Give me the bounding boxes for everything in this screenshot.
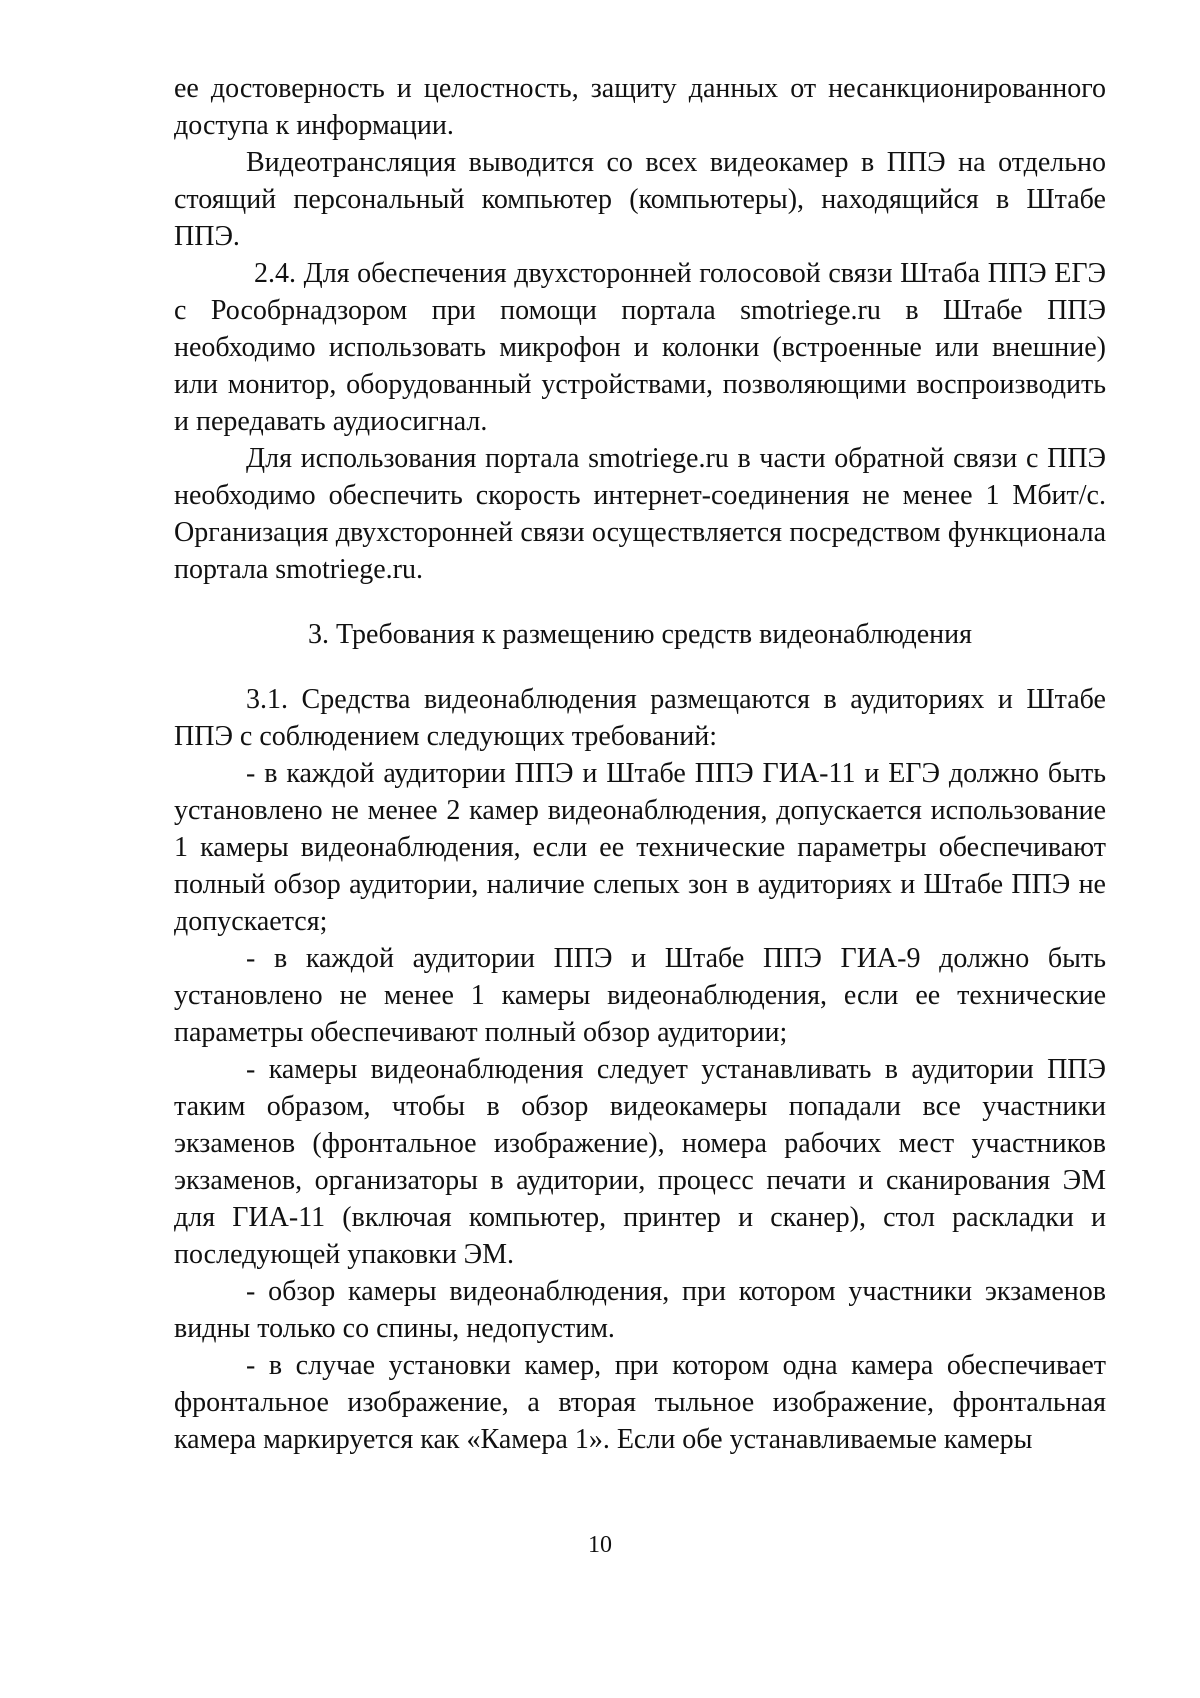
list-item-camera-coverage: - камеры видеонаблюдения следует устанавливать в аудитории ППЭ таким образом, чтобы в обзор видеокамеры попадали все участники экзаменов (фронтальное изображение), номера рабочих мест участников экзаменов, организаторы в аудитории, процесс печати и сканирования ЭМ для ГИА-11 (включая компьютер, принтер и сканер), стол раскладки и последующей упаковки ЭМ. bbox=[174, 1054, 1106, 1270]
paragraph-video-broadcast: Видеотрансляция выводится со всех видеокамер в ППЭ на отдельно стоящий персональный компьютер (компьютеры), находящийся в Штабе ППЭ. bbox=[174, 147, 1106, 252]
paragraph-feedback-speed: Для использования портала smotriege.ru в части обратной связи с ППЭ необходимо обеспечить скорость интернет-соединения не менее 1 Мбит/с. Организация двухсторонней связи осуществляется посредством функционала портала smotriege.ru. bbox=[174, 443, 1106, 585]
list-item-gia-9-cameras: - в каждой аудитории ППЭ и Штабе ППЭ ГИА-9 должно быть установлено не менее 1 камеры видеонаблюдения, если ее технические параметры обеспечивают полный обзор аудитории; bbox=[174, 943, 1106, 1048]
document-body bbox=[174, 70, 1106, 1458]
list-item-front-rear-camera: - в случае установки камер, при котором одна камера обеспечивает фронтальное изображение, а вторая тыльное изображение, фронтальная камера маркируется как «Камера 1». Если обе устанавливаемые камеры bbox=[174, 1350, 1106, 1455]
paragraph-integrity-continuation: ее достоверность и целостность, защиту данных от несанкционированного доступа к информации. bbox=[174, 73, 1106, 141]
list-item-ege-cameras: - в каждой аудитории ППЭ и Штабе ППЭ ГИА-11 и ЕГЭ должно быть установлено не менее 2 камер видеонаблюдения, допускается использование 1 камеры видеонаблюдения, если ее технические параметры обеспечивают полный обзор аудитории, наличие слепых зон в аудиториях и Штабе ППЭ не допускается; bbox=[174, 758, 1106, 937]
page-number: 10 bbox=[588, 1532, 612, 1558]
section-spacer-after-heading bbox=[174, 653, 1106, 681]
section-heading-3: 3. Требования к размещению средств видеонаблюдения bbox=[307, 619, 972, 650]
paragraph-3-1-placement: 3.1. Средства видеонаблюдения размещаются в аудиториях и Штабе ППЭ с соблюдением следующих требований: bbox=[174, 684, 1106, 752]
paragraph-2-4-voice-link: 2.4. Для обеспечения двухсторонней голосовой связи Штаба ППЭ ЕГЭ с Рособрнадзором при помощи портала smotriege.ru в Штабе ППЭ необходимо использовать микрофон и колонки (встроенные или внешние) или монитор, оборудованный устройствами, позволяющими воспроизводить и передавать аудиосигнал. bbox=[174, 258, 1106, 437]
list-item-back-view-forbidden: - обзор камеры видеонаблюдения, при котором участники экзаменов видны только со спины, недопустим. bbox=[174, 1276, 1106, 1344]
section-spacer-before-heading bbox=[174, 588, 1106, 616]
